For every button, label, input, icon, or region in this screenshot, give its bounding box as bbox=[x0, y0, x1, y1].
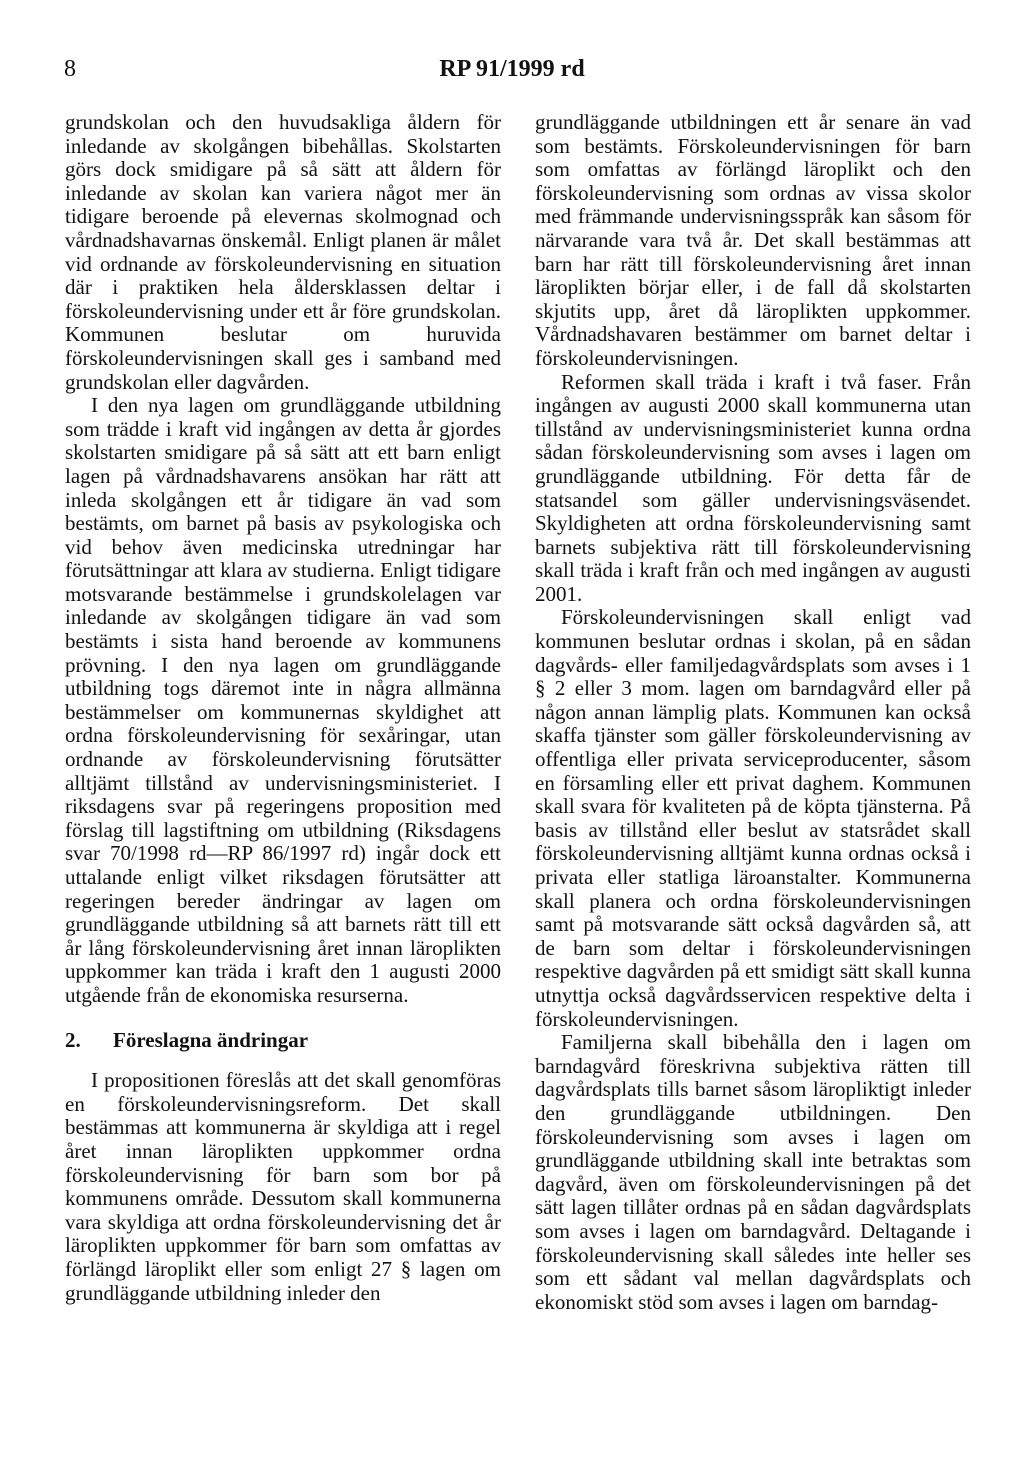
right-paragraph-3: Förskoleundervisningen skall enligt vad kommunen beslutar ordnas i skolan, på en sådan dagvårds- eller familjedagvårdsplats som avses i 1 § 2 eller 3 mom. lagen om barndagvård eller på någon annan lämplig plats. Kommunen kan också skaffa tjänster som gäller förskoleundervisning av offentliga eller privata serviceproducenter, såsom en församling eller ett privat daghem. Kommunen skall svara för kvaliteten på de köpta tjänsterna. På basis av tillstånd eller beslut av statsrådet skall förskoleundervisning alltjämt kunna ordnas också i privata eller statliga läroanstalter. Kommunerna skall planera och ordna förskoleundervisningen samt på motsvarande sätt också dagvården så, att de barn som deltar i förskoleundervisningen respektive dagvården på ett smidigt sätt skall kunna utnyttja också dagvårdsservicen respektive delta i förskoleundervisningen. bbox=[535, 605, 971, 1031]
section-heading-number: 2. bbox=[65, 1027, 81, 1052]
right-column bbox=[535, 111, 971, 1314]
left-paragraph-3: I propositionen föreslås att det skall genomföras en förskoleundervisningsreform. Det skall bestämmas att kommunerna är skyldiga att i regel året innan läroplikten uppkommer ordna förskoleundervisning för barn som bor på kommunens område. Dessutom skall kommunerna vara skyldiga att ordna förskoleundervisning det år läroplikten uppkommer för barn som omfattas av förlängd läroplikt eller som enligt 27 § lagen om grundläggande utbildning inleder den bbox=[65, 1068, 501, 1305]
section-heading-title: Föreslagna ändringar bbox=[113, 1027, 309, 1052]
running-title: RP 91/1999 rd bbox=[439, 56, 585, 82]
page-header bbox=[0, 56, 1024, 86]
left-column bbox=[65, 111, 501, 1305]
section-heading bbox=[65, 1029, 501, 1053]
right-paragraph-2: Reformen skall träda i kraft i två faser. Från ingången av augusti 2000 skall kommunerna utan tillstånd av undervisningsministeriet kunna ordna sådan förskoleundervisning som avses i lagen om grundläggande utbildning. För detta får de statsandel som gäller undervisningsväsendet. Skyldigheten att ordna förskoleundervisning samt barnets subjektiva rätt till förskoleundervisning skall träda i kraft från och med ingången av augusti 2001. bbox=[535, 369, 971, 606]
right-paragraph-4: Familjerna skall bibehålla den i lagen om barndagvård föreskrivna subjektiva rätten till dagvårdsplats tills barnet såsom läropliktigt inleder den grundläggande utbildningen. Den förskoleundervisning som avses i lagen om grundläggande utbildning skall inte betraktas som dagvård, även om förskoleundervisningen på det sätt lagen tillåter ordnas på en sådan dagvårdsplats som avses i lagen om barndagvård. Deltagande i förskoleundervisning skall således inte heller ses som ett sådant val mellan dagvårdsplats och ekonomiskt stöd som avses i lagen om barndag- bbox=[535, 1030, 971, 1314]
page-number: 8 bbox=[64, 56, 76, 82]
right-paragraph-1: grundläggande utbildningen ett år senare än vad som bestämts. Förskoleundervisningen för barn som omfattas av förlängd läroplikt och den förskoleundervisning som ordnas av vissa skolor med främmande undervisningsspråk kan såsom för närvarande vara två år. Det skall bestämmas att barn har rätt till förskoleundervisning året innan läroplikten börjar eller, i de fall då skolstarten skjutits upp, året då läroplikten uppkommer. Vårdnadshavaren bestämmer om barnet deltar i förskoleundervisningen. bbox=[535, 110, 971, 370]
left-paragraph-2: I den nya lagen om grundläggande utbildning som trädde i kraft vid ingången av detta år gjordes skolstarten smidigare på så sätt att ett barn enligt lagen på vårdnadshavarens ansökan har rätt att inleda skolgången ett år tidigare än vad som bestämts, om barnet på basis av psykologiska och vid behov även medicinska utredningar har förutsättningar att klara av studierna. Enligt tidigare motsvarande bestämmelse i grundskolelagen var inledande av skolgången tidigare än vad som bestämts i sista hand beroende av kommunens prövning. I den nya lagen om grundläggande utbildning togs däremot inte in några allmänna bestämmelser om kommunernas skyldighet att ordna förskoleundervisning för sexåringar, utan ordnande av förskoleundervisning förutsätter alltjämt tillstånd av undervisningsministeriet. I riksdagens svar på regeringens proposition med förslag till lagstiftning om utbildning (Riksdagens svar 70/1998 rd—RP 86/1997 rd) ingår dock ett uttalande enligt vilket riksdagen förutsätter att regeringen bereder ändringar av lagen om grundläggande utbildning så att barnets rätt till ett år lång förskoleundervisning året innan läroplikten uppkommer kan träda i kraft den 1 augusti 2000 utgående från de ekonomiska resurserna. bbox=[65, 393, 501, 1007]
left-paragraph-1: grundskolan och den huvudsakliga åldern för inledande av skolgången bibehållas. Skolstarten görs dock smidigare på så sätt att åldern för inledande av skolan kan variera något mer än tidigare beroende på elevernas skolmognad och vårdnadshavarnas önskemål. Enligt planen är målet vid ordnande av förskoleundervisning en situation där i praktiken hela åldersklassen deltar i förskoleundervisning under ett år före grundskolan. Kommunen beslutar om huruvida förskoleundervisningen skall ges i samband med grundskolan eller dagvården. bbox=[65, 110, 501, 394]
